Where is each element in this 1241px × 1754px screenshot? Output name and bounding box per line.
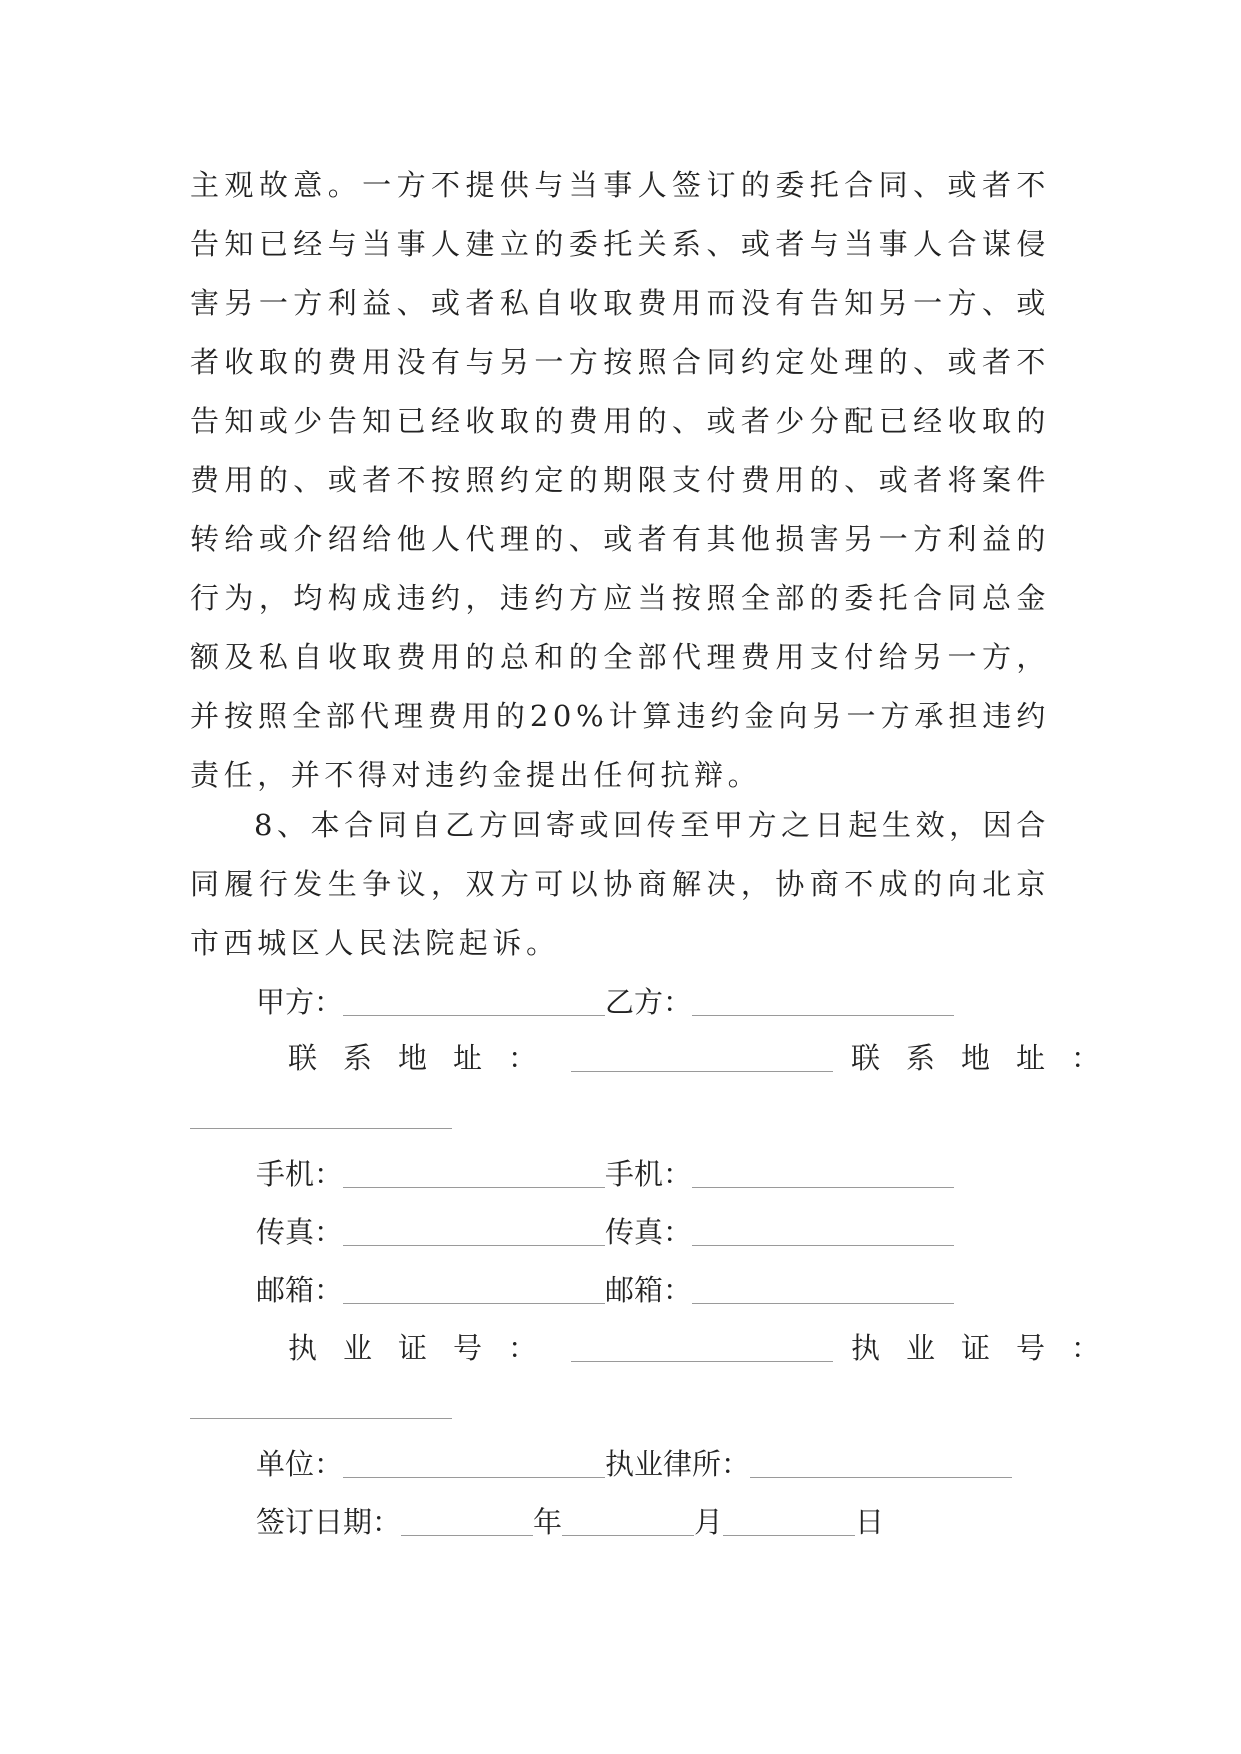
day-blank xyxy=(723,1535,855,1536)
unit-line xyxy=(256,1444,1012,1484)
email-label-b: 邮箱： xyxy=(605,1273,693,1307)
fax-b-blank xyxy=(692,1245,954,1246)
party-b-blank xyxy=(692,1015,954,1016)
firm-blank xyxy=(750,1477,1012,1478)
year-blank xyxy=(401,1535,533,1536)
email-b-blank xyxy=(692,1303,954,1304)
mobile-a-blank xyxy=(343,1187,605,1188)
month-blank xyxy=(562,1535,694,1536)
mobile-line xyxy=(256,1154,954,1194)
party-a-blank xyxy=(343,1015,605,1016)
party-b-label: 乙方： xyxy=(605,985,693,1019)
address-label-b: 联系地址： xyxy=(851,1041,1127,1075)
date-line xyxy=(256,1502,884,1542)
license-a-blank xyxy=(571,1361,833,1362)
email-a-blank xyxy=(343,1303,605,1304)
license-b-blank xyxy=(190,1418,452,1419)
party-line xyxy=(256,982,954,1022)
paragraph-breach-clause: 主观故意。一方不提供与当事人签订的委托合同、或者不告知已经与当事人建立的委托关系、或者与当事人合谋侵害另一方利益、或者私自收取费用而没有告知另一方、或者收取的费用没有与另一方按照合同约定处理的、或者不告知或少告知已经收取的费用的、或者少分配已经收取的费用的、或者不按照约定的期限支付费用的、或者将案件转给或介绍给他人代理的、或者有其他损害另一方利益的行为，均构成违约，违约方应当按照全部的委托合同总金额及私自收取费用的总和的全部代理费用支付给另一方，并按照全部代理费用的20%计算违约金向另一方承担违约责任，并不得对违约金提出任何抗辩。 xyxy=(190,168,1050,792)
unit-label: 单位： xyxy=(256,1447,344,1481)
fax-line xyxy=(256,1212,954,1252)
date-label: 签订日期： xyxy=(256,1505,402,1539)
fax-label-b: 传真： xyxy=(605,1215,693,1249)
address-line xyxy=(288,1038,1126,1078)
address-a-blank xyxy=(571,1071,833,1072)
address-label-a: 联系地址： xyxy=(288,1041,564,1075)
fax-label-a: 传真： xyxy=(256,1215,344,1249)
mobile-b-blank xyxy=(692,1187,954,1188)
email-line xyxy=(256,1270,954,1310)
license-line xyxy=(288,1328,1126,1368)
day-label: 日 xyxy=(855,1505,885,1539)
fax-a-blank xyxy=(343,1245,605,1246)
month-label: 月 xyxy=(694,1505,724,1539)
email-label-a: 邮箱： xyxy=(256,1273,344,1307)
firm-label: 执业律所： xyxy=(605,1447,751,1481)
unit-blank xyxy=(343,1477,605,1478)
year-label: 年 xyxy=(533,1505,563,1539)
address-b-blank xyxy=(190,1128,452,1129)
party-a-label: 甲方： xyxy=(256,985,344,1019)
mobile-label-b: 手机： xyxy=(605,1157,693,1191)
license-label-a: 执业证号： xyxy=(288,1331,564,1365)
license-label-b: 执业证号： xyxy=(851,1331,1127,1365)
paragraph-effect-clause: 8、本合同自乙方回寄或回传至甲方之日起生效，因合同履行发生争议，双方可以协商解决，协商不成的向北京市西城区人民法院起诉。 xyxy=(190,808,1050,960)
mobile-label-a: 手机： xyxy=(256,1157,344,1191)
